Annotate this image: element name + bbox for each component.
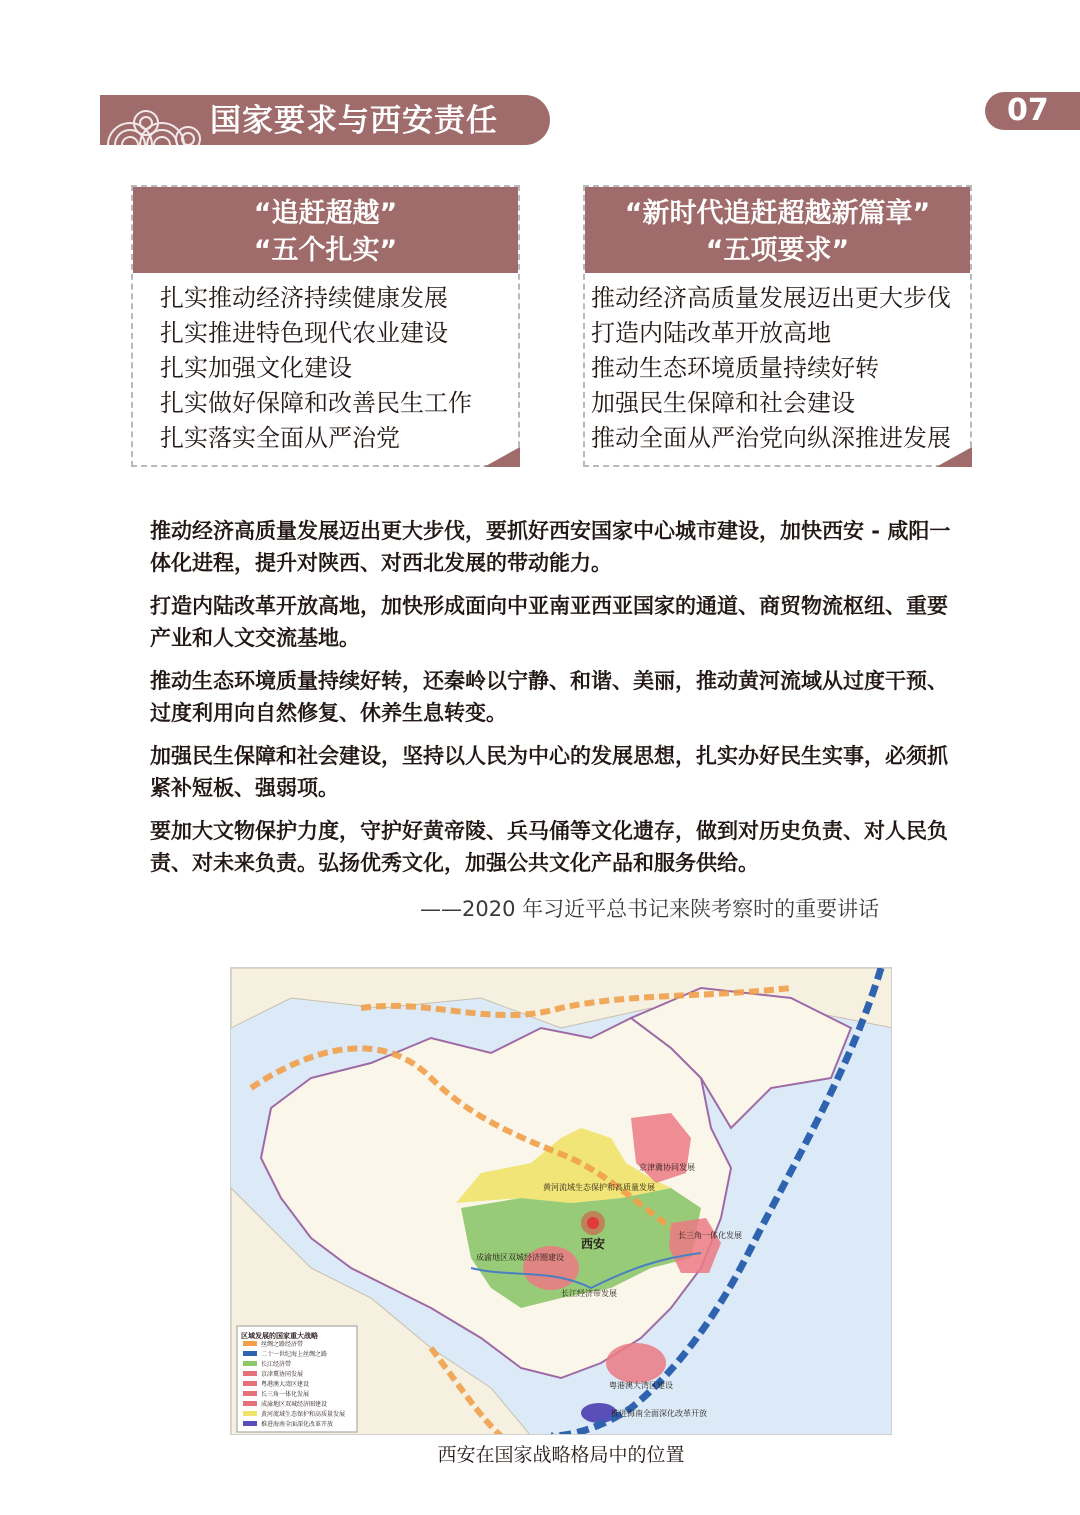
list-item: 扎实落实全面从严治党 xyxy=(160,424,400,452)
paragraph: 推动经济高质量发展迈出更大步伐，要抓好西安国家中心城市建设，加快西安 - 咸阳一体化进程，提升对陕西、对西北发展的带动能力。 xyxy=(150,519,951,575)
list-item: 推动生态环境质量持续好转 xyxy=(591,354,879,382)
card-header xyxy=(585,187,970,273)
legend-item: 粤港澳大湾区建设 xyxy=(261,1381,310,1388)
card-five-requirements xyxy=(583,185,972,467)
legend-item: 丝绸之路经济带 xyxy=(261,1341,304,1348)
china-strategy-map-image xyxy=(231,968,892,1435)
legend-swatch xyxy=(243,1371,257,1376)
legend-swatch xyxy=(243,1411,257,1416)
map-label-chengyu: 成渝地区双城经济圈建设 xyxy=(476,1253,564,1262)
card-title-line2: “五个扎实” xyxy=(253,235,398,266)
legend-item: 成渝地区双城经济圈建设 xyxy=(261,1401,328,1408)
legend-item: 黄河流域生态保护和高质量发展 xyxy=(261,1411,346,1418)
list-item: 推动全面从严治党向纵深推进发展 xyxy=(591,424,951,452)
legend-title: 区域发展的国家重大战略 xyxy=(241,1332,318,1340)
map-caption: 西安在国家战略格局中的位置 xyxy=(437,1444,685,1466)
card-title-line1: “新时代追赶超越新篇章” xyxy=(624,198,931,229)
paragraph: 推动生态环境质量持续好转，还秦岭以宁静、和谐、美丽，推动黄河流域从过度干预、过度利用向自然修复、休养生息转变。 xyxy=(150,669,948,725)
paragraph: 加强民生保障和社会建设，坚持以人民为中心的发展思想，扎实办好民生实事，必须抓紧补短板、强弱项。 xyxy=(150,744,948,800)
legend-item: 京津冀协同发展 xyxy=(261,1371,304,1378)
list-item: 加强民生保障和社会建设 xyxy=(591,389,855,417)
legend-swatch xyxy=(243,1391,257,1396)
legend-item: 推进海南全面深化改革开放 xyxy=(261,1421,334,1428)
strategy-map xyxy=(230,967,892,1435)
card-title-line1: “追赶超越” xyxy=(253,198,398,229)
card-header xyxy=(133,187,518,273)
quote-attribution: ——2020 年习近平总书记来陕考察时的重要讲话 xyxy=(420,897,880,921)
map-legend xyxy=(237,1326,357,1432)
list-item: 打造内陆改革开放高地 xyxy=(591,319,831,347)
paragraph: 打造内陆改革开放高地，加快形成面向中亚南亚西亚国家的通道、商贸物流枢纽、重要产业和人文交流基地。 xyxy=(150,594,948,650)
map-label-yellow-river: 黄河流域生态保护和高质量发展 xyxy=(543,1183,655,1192)
map-label-yangtze-delta: 长三角一体化发展 xyxy=(678,1231,742,1240)
paragraph: 要加大文物保护力度，守护好黄帝陵、兵马俑等文化遗存，做到对历史负责、对人民负责、对未来负责。弘扬优秀文化，加强公共文化产品和服务供给。 xyxy=(150,819,948,875)
legend-item: 二十一世纪海上丝绸之路 xyxy=(261,1351,328,1358)
legend-swatch xyxy=(243,1421,257,1426)
legend-swatch xyxy=(243,1341,257,1346)
legend-swatch xyxy=(243,1351,257,1356)
legend-swatch xyxy=(243,1361,257,1366)
map-label-yangtze-belt: 长江经济带发展 xyxy=(561,1289,617,1298)
corner-fold-icon xyxy=(484,447,520,467)
legend-item: 长三角一体化发展 xyxy=(261,1391,310,1398)
card-five-solid xyxy=(131,185,520,467)
card-list xyxy=(133,273,518,456)
list-item: 扎实加强文化建设 xyxy=(160,354,352,382)
corner-fold-icon xyxy=(936,447,972,467)
section-title: 国家要求与西安责任 xyxy=(210,103,498,139)
list-item: 扎实做好保障和改善民生工作 xyxy=(160,389,472,417)
legend-item: 长江经济带 xyxy=(261,1361,292,1368)
list-item: 推动经济高质量发展迈出更大步伐 xyxy=(591,284,951,312)
legend-swatch xyxy=(243,1381,257,1386)
map-label-gba: 粤港澳大湾区建设 xyxy=(609,1381,673,1390)
speech-excerpt xyxy=(150,515,960,890)
swirl-decoration-icon xyxy=(100,95,210,145)
card-list xyxy=(585,273,970,456)
legend-swatch xyxy=(243,1401,257,1406)
list-item: 扎实推进特色现代农业建设 xyxy=(160,319,448,347)
list-item: 扎实推动经济持续健康发展 xyxy=(160,284,448,312)
page-number: 07 xyxy=(985,92,1080,130)
map-label-jingjinji: 京津冀协同发展 xyxy=(639,1163,695,1172)
card-title-line2: “五项要求” xyxy=(705,235,850,266)
map-label-hainan: 推进海南全面深化改革开放 xyxy=(611,1409,707,1418)
map-label-xian: 西安 xyxy=(581,1237,606,1251)
